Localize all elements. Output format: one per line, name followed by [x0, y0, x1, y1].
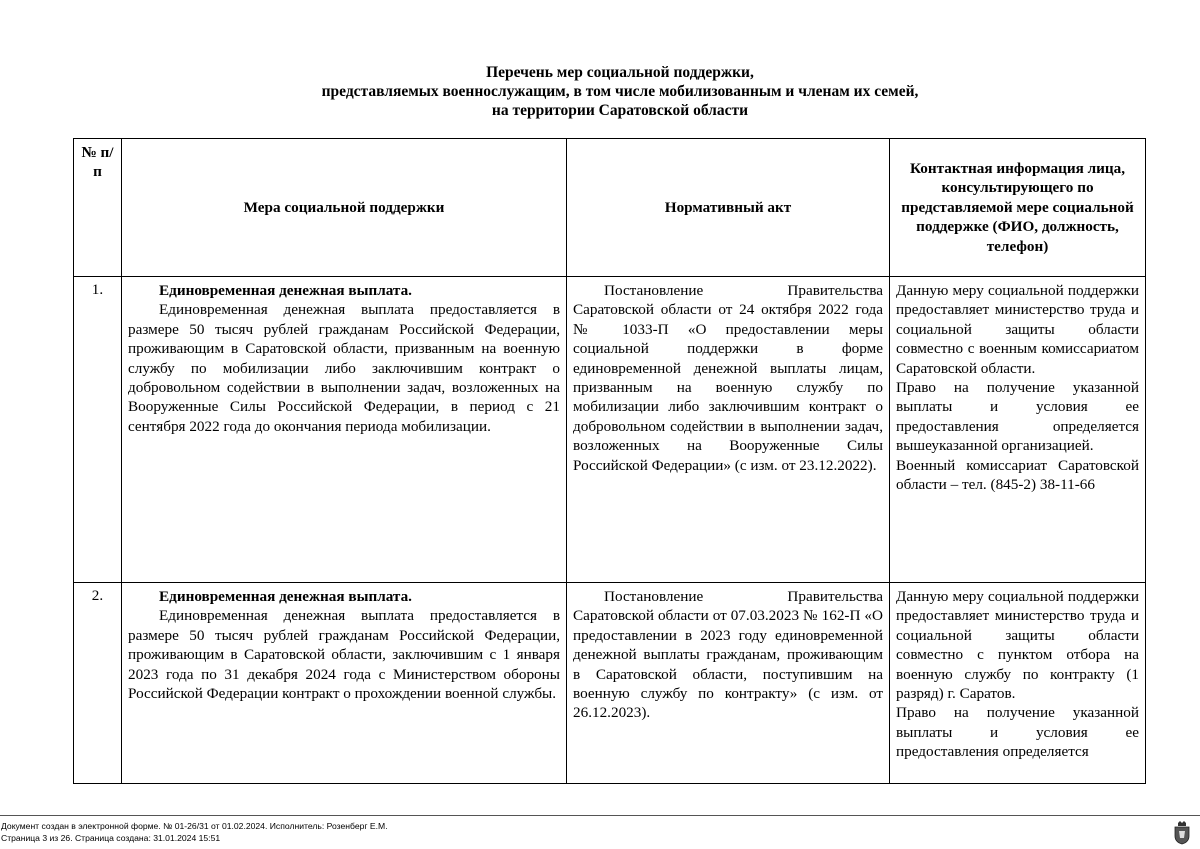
measure-text: Единовременная денежная выплата предоставляется в размере 50 тысяч рублей гражданам Российской Федерации, проживающим в Саратовской области, призванным на военную службу по мобилизации либо заключившим контракт о добровольном содействии в выполнении задач, возложенных на Вооруженные Силы Российской Федерации, в период с 21 сентября 2022 года до окончания периода мобилизации. — [128, 301, 560, 435]
table-header-row — [74, 139, 1146, 277]
measure-text: Единовременная денежная выплата предоставляется в размере 50 тысяч рублей гражданам Российской Федерации, проживающим в Саратовской области, заключившим с 1 января 2023 года по 31 декабря 2024 года с Министерством обороны Российской Федерации контракт о прохождении военной службы. — [128, 607, 560, 703]
measure-title: Единовременная денежная выплата. — [159, 282, 412, 299]
page-footer — [0, 815, 1200, 844]
row-number: 2. — [74, 583, 122, 784]
measure-title: Единовременная денежная выплата. — [159, 588, 412, 605]
title-line-2: представляемых военнослужащим, в том числе мобилизованным и членам их семей, — [321, 83, 919, 100]
contact-paragraph: Данную меру социальной поддержки предоставляет министерство труда и социальной защиты области совместно с военным комиссариатом Саратовской области. — [896, 282, 1139, 377]
measure-cell — [122, 583, 567, 784]
row-number: 1. — [74, 277, 122, 583]
coat-of-arms-icon — [1172, 821, 1192, 845]
contact-paragraph: Военный комиссариат Саратовской области – тел. (845-2) 38-11-66 — [896, 456, 1139, 494]
contact-paragraph: Право на получение указанной выплаты и условия ее предоставления определяется вышеуказанной организацией. — [896, 379, 1139, 455]
title-line-1: Перечень мер социальной поддержки, — [486, 64, 754, 81]
table-row — [74, 277, 1146, 583]
header-measure: Мера социальной поддержки — [122, 139, 567, 277]
table-row — [74, 583, 1146, 784]
act-text: Постановление Правительства Саратовской области от 24 октября 2022 года № 1033-П «О предоставлении меры социальной поддержки в форме единовременной денежной выплаты лицам, призванным на военную службу по мобилизации либо заключившим контракт о добровольном содействии в выполнении задач, возложенных на Вооруженные Силы Российской Федерации» (с изм. от 23.12.2022). — [573, 282, 883, 474]
title-line-3: на территории Саратовской области — [491, 102, 749, 119]
footer-line-1: Документ создан в электронной форме. № 01-26/31 от 01.02.2024. Исполнитель: Розенберг Е.М. — [1, 821, 388, 831]
footer-line-2: Страница 3 из 26. Страница создана: 31.01.2024 15:51 — [1, 833, 221, 843]
header-act: Нормативный акт — [567, 139, 890, 277]
measure-cell — [122, 277, 567, 583]
contact-cell — [890, 277, 1146, 583]
measures-table — [73, 138, 1146, 784]
contact-paragraph: Данную меру социальной поддержки предоставляет министерство труда и социальной защиты области совместно с пунктом отбора на военную службу по контракту (1 разряд) г. Саратов. — [896, 588, 1139, 703]
act-cell — [567, 277, 890, 583]
contact-paragraph: Право на получение указанной выплаты и условия ее предоставления определяется — [896, 704, 1139, 761]
header-contact: Контактная информация лица, консультирующего по представляемой мере социальной поддержке (ФИО, должность, телефон) — [890, 139, 1146, 277]
header-number: № п/п — [74, 139, 122, 277]
document-title — [0, 63, 1200, 120]
contact-cell — [890, 583, 1146, 784]
act-cell — [567, 583, 890, 784]
contact-clip — [896, 587, 1139, 777]
act-text: Постановление Правительства Саратовской области от 07.03.2023 № 162-П «О предоставлении в 2023 году единовременной денежной выплаты гражданам, проживающим в Саратовской области, поступившим на военную службу по контракту» (с изм. от 26.12.2023). — [573, 588, 883, 722]
